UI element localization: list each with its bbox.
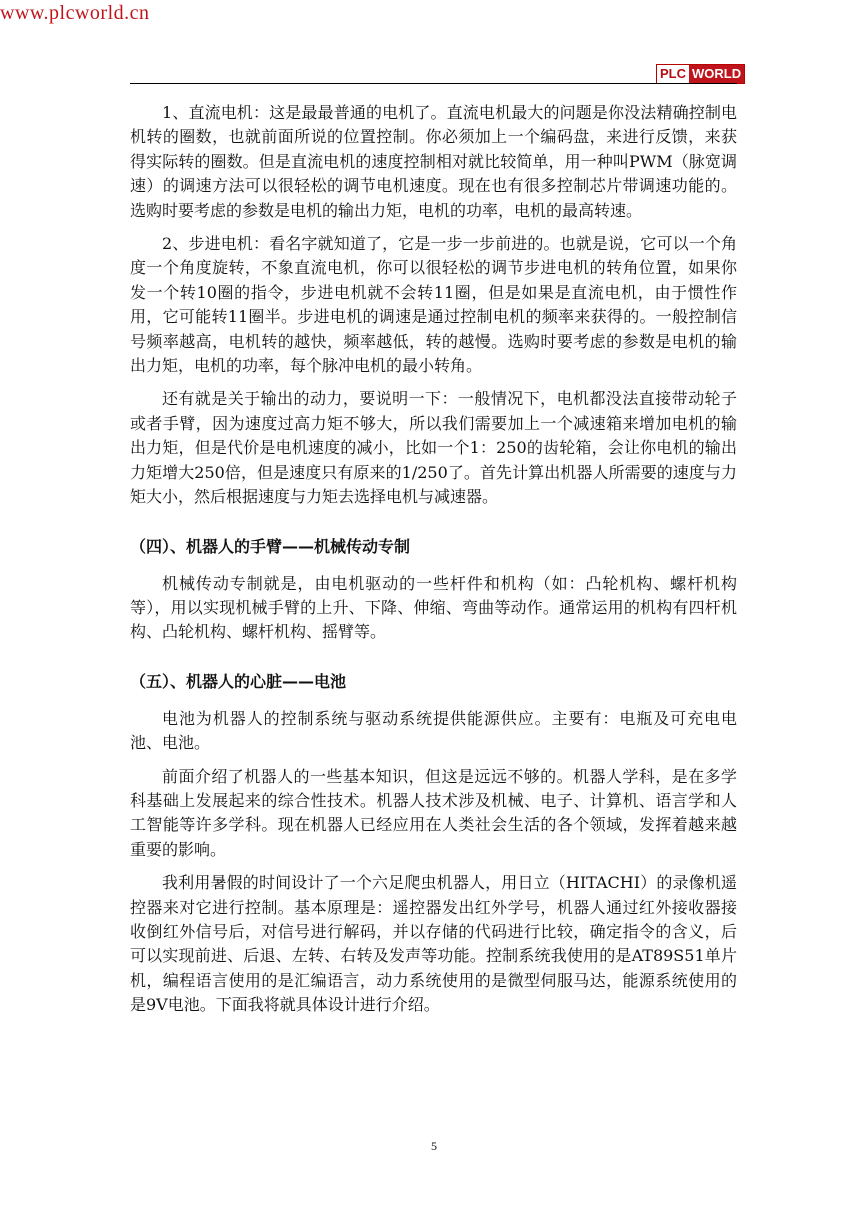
paragraph-mechanical-transmission: 机械传动专制就是，由电机驱动的一些杆件和机构（如：凸轮机构、螺杆机构等），用以实现机械手臂的上升、下降、伸缩、弯曲等动作。通常运用的机构有四杆机构、凸轮机构、螺杆机构、摇臂等。 — [130, 573, 737, 642]
plcworld-logo — [656, 64, 745, 84]
site-url[interactable]: www.plcworld.cn — [0, 2, 150, 24]
paragraph-output-power: 还有就是关于输出的动力，要说明一下：一般情况下，电机都没法直接带动轮子或者手臂，因为速度过高力矩不够大，所以我们需要加上一个减速箱来增加电机的输出力矩，但是代价是电机速度的减小，比如一个1：250的齿轮箱，会让你电机的输出力矩增大250倍，但是速度只有原来的1/250了。首先计算出机器人所需要的速度与力矩大小，然后根据速度与力矩去选择电机与减速器。 — [130, 389, 737, 507]
paragraph-dc-motor: 1、直流电机：这是最最普通的电机了。直流电机最大的问题是你没法精确控制电机转的圈数，也就前面所说的位置控制。你必须加上一个编码盘，来进行反馈，来获得实际转的圈数。但是直流电机的速度控制相对就比较简单，用一种叫PWM（脉宽调速）的调速方法可以很轻松的调节电机速度。现在也有很多控制芯片带调速功能的。选购时要考虑的参数是电机的输出力矩，电机的功率，电机的最高转速。 — [130, 103, 737, 220]
section-heading-arm: （四）、机器人的手臂——机械传动专制 — [130, 536, 411, 556]
page-number: 5 — [431, 1139, 437, 1153]
document-body — [130, 101, 737, 1018]
paragraph-summary: 前面介绍了机器人的一些基本知识，但这是远远不够的。机器人学科，是在多学科基础上发展起来的综合性技术。机器人技术涉及机械、电子、计算机、语言学和人工智能等许多学科。现在机器人已经应用在人类社会生活的各个领域，发挥着越来越重要的影响。 — [130, 766, 737, 859]
header-divider — [130, 83, 737, 84]
paragraph-stepper-motor: 2、步进电机：看名字就知道了，它是一步一步前进的。也就是说，它可以一个角度一个角度旋转，不象直流电机，你可以很轻松的调节步进电机的转角位置，如果你发一个转10圈的指令，步进电机就不会转11圈，但是如果是直流电机，由于惯性作用，它可能转11圈半。步进电机的调速是通过控制电机的频率来获得的。一般控制信号频率越高，电机转的越快，频率越低，转的越慢。选购时要考虑的参数是电机的输出力矩，电机的功率，每个脉冲电机的最小转角。 — [130, 234, 737, 376]
paragraph-hexapod-design: 我利用暑假的时间设计了一个六足爬虫机器人，用日立（HITACHI）的录像机遥控器来对它进行控制。基本原理是：遥控器发出红外学号，机器人通过红外接收器接收倒红外信号后，对信号进行解码，并以存储的代码进行比较，确定指令的含义，后可以实现前进、后退、左转、右转及发声等功能。控制系统我使用的是AT89S51单片机，编程语言使用的是汇编语言，动力系统使用的是微型伺服马达，能源系统使用的是9V电池。下面我将就具体设计进行介绍。 — [130, 873, 737, 1015]
paragraph-battery: 电池为机器人的控制系统与驱动系统提供能源供应。主要有：电瓶及可充电电池、电池。 — [130, 708, 737, 753]
logo-text-plc: PLC — [657, 65, 689, 83]
section-heading-battery: （五）、机器人的心脏——电池 — [130, 671, 347, 691]
logo-text-world: WORLD — [689, 65, 744, 83]
